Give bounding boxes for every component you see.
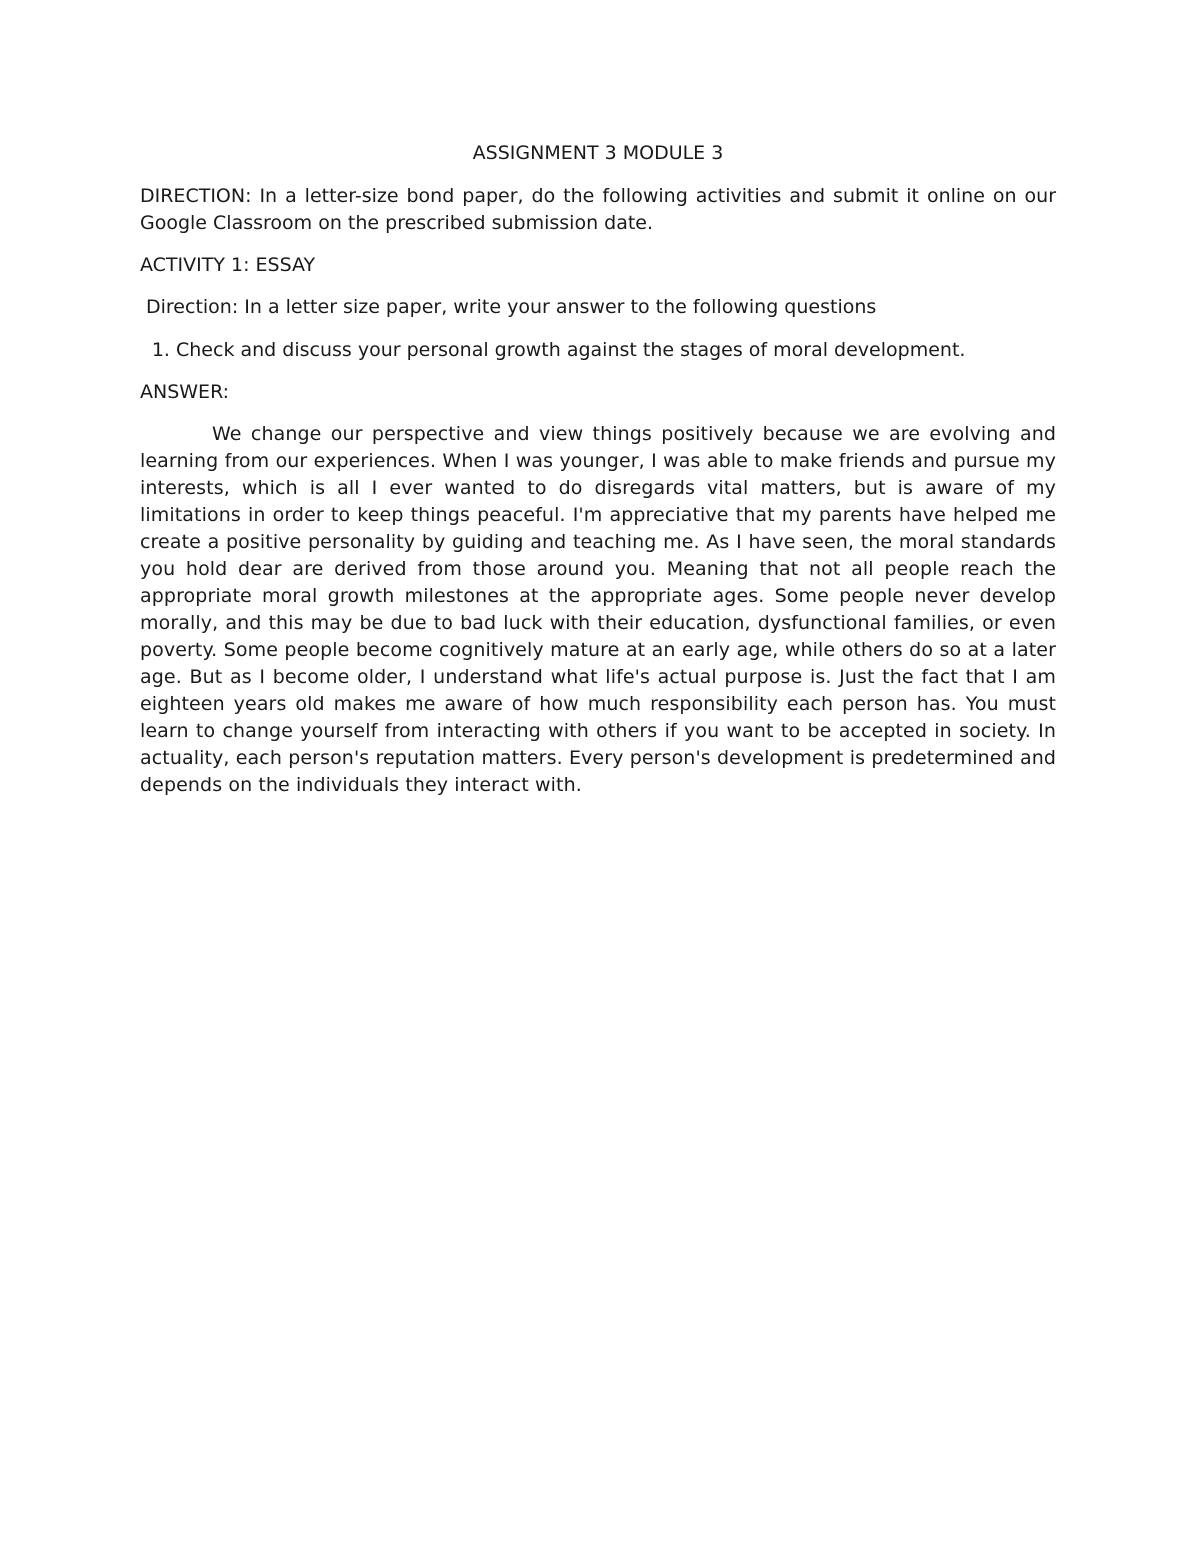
activity-heading: ACTIVITY 1: ESSAY: [140, 254, 316, 276]
direction-paragraph: DIRECTION: In a letter-size bond paper, do the following activities and submit it online on our Google Classroom on the prescribed submission date.: [140, 185, 1056, 234]
document-title: ASSIGNMENT 3 MODULE 3: [472, 142, 724, 164]
question-item: 1. Check and discuss your personal growth against the stages of moral development.: [176, 337, 1056, 364]
question-list: [140, 337, 1056, 364]
activity-direction: Direction: In a letter size paper, write your answer to the following questions: [146, 296, 877, 318]
answer-label: ANSWER:: [140, 381, 230, 403]
answer-paragraph: We change our perspective and view things positively because we are evolving and learning from our experiences. When I was younger, I was able to make friends and pursue my interests, which is all I ever wanted to do disregards vital matters, but is aware of my limitations in order to keep things peaceful. I'm appreciative that my parents have helped me create a positive personality by guiding and teaching me. As I have seen, the moral standards you hold dear are derived from those around you. Meaning that not all people reach the appropriate moral growth milestones at the appropriate ages. Some people never develop morally, and this may be due to bad luck with their education, dysfunctional families, or even poverty. Some people become cognitively mature at an early age, while others do so at a later age. But as I become older, I understand what life's actual purpose is. Just the fact that I am eighteen years old makes me aware of how much responsibility each person has. You must learn to change yourself from interacting with others if you want to be accepted in society. In actuality, each person's reputation matters. Every person's development is predetermined and depends on the individuals they interact with.: [140, 423, 1056, 796]
document-content: [140, 140, 1056, 799]
